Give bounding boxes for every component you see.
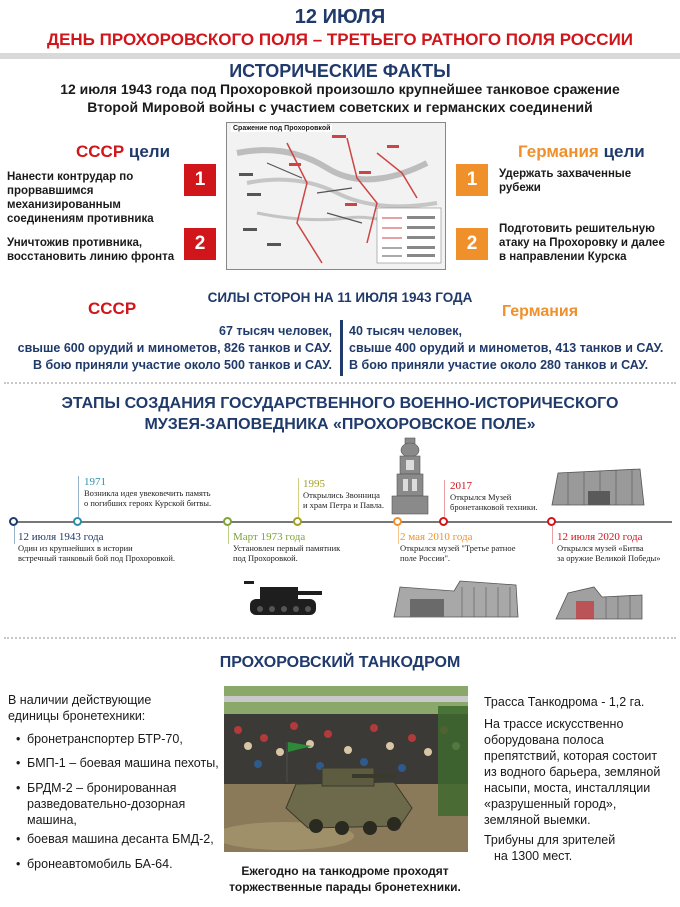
vehicle-list-item [16,780,226,828]
germany-goals-title [518,142,645,162]
timeline-event-line: бронетанковой техники. [450,502,538,512]
vehicle-list-item [16,856,226,872]
ussr-goal-1-number: 1 [184,164,216,196]
timeline-connector [444,480,445,517]
photo-caption-line: Ежегодно на танкодроме проходят [241,864,449,878]
germany-goals-country: Германия [518,142,599,161]
header-divider [0,53,680,59]
timeline-marker [9,517,18,526]
timeline-event [18,531,208,563]
timeline-marker [547,517,556,526]
germany-goal-2-line: Подготовить решительную [499,223,655,235]
timeline-event-line: Открылся Музей [450,492,512,502]
obstacles-line: из водного барьера, земляной [484,765,661,779]
timeline-event-line: под Прохоровкой. [233,553,298,563]
germany-goal-2-number: 2 [456,228,488,260]
forces-germany-line: 40 тысяч человек, [349,324,462,338]
forces-germany-text [349,323,680,374]
timeline-connector [298,478,299,517]
timeline-marker [393,517,402,526]
vehicle-list-line: разведовательно-дозорная [27,797,186,811]
timeline-event-date: 1995 [303,478,325,490]
vehicle-list-line: • БРДМ-2 – бронированная [27,781,177,795]
ussr-goal-1-line: прорвавшимся [7,185,94,197]
ussr-goals-word: цели [124,142,171,161]
forces-divider [340,320,343,376]
timeline-event-date: Март 1973 года [233,531,306,543]
tankodrom-photo [224,686,468,852]
timeline-marker [73,517,82,526]
stages-heading-line: МУЗЕЯ-ЗАПОВЕДНИКА «ПРОХОРОВСКОЕ ПОЛЕ» [144,416,536,433]
timeline-event-date: 2 мая 2010 года [400,531,473,543]
stands-line: Трибуны для зрителей [484,833,616,847]
ussr-goal-2-number: 2 [184,228,216,260]
timeline-event-line: поле России". [400,553,451,563]
obstacles-line: земляной выемки. [484,813,591,827]
obstacles-text [484,716,678,828]
stages-heading-line: ЭТАПЫ СОЗДАНИЯ ГОСУДАРСТВЕННОГО ВОЕННО-ИСТОРИЧЕСКОГО [61,395,619,412]
ussr-goal-2-line: восстановить линию фронта [7,251,175,263]
vehicle-list-item [16,731,226,747]
vehicle-list-line: • БМП-1 – боевая машина пехоты, [27,756,219,770]
belfry-illustration [388,436,432,516]
forces-ussr-line: свыше 600 орудий и минометов, 826 танков и САУ. [17,341,332,355]
timeline-connector [552,526,553,544]
stages-heading [0,393,680,435]
germany-goal-2-line: в направлении Курска [499,251,627,263]
forces-heading: СИЛЫ СТОРОН НА 11 ИЮЛЯ 1943 ГОДА [207,290,473,305]
timeline-event-line: Один из крупнейших в истории [18,543,133,553]
ussr-goal-1-line: механизированным [7,199,121,211]
timeline-event-date: 12 июля 2020 года [557,531,643,543]
parade-photo-illustration [224,686,468,852]
obstacles-line: На трассе искусственно [484,717,624,731]
tankodrom-heading: ПРОХОРОВСКИЙ ТАНКОДРОМ [219,654,461,671]
timeline-event [233,531,363,563]
timeline-line [12,521,672,523]
obstacles-line: препятствий, которая состоит [484,749,658,763]
germany-goal-1-line: рубежи [499,182,541,194]
museum-building-illustration [392,573,520,623]
timeline-marker [223,517,232,526]
tank-monument-illustration [242,573,324,619]
ussr-goal-2-line: Уничтожив противника, [7,237,143,249]
germany-goal-2-line: атаку на Прохоровку и далее [499,237,665,249]
forces-germany-line: свыше 400 орудий и минометов, 413 танков и САУ. [349,341,664,355]
battle-map [226,122,446,270]
timeline-event-line: Открылся музей "Третье ратное [400,543,516,553]
obstacles-line: насыпи, моста, инсталляции [484,781,651,795]
germany-goals-word: цели [598,142,645,161]
vehicle-list-line: машина, [27,813,77,827]
timeline-connector [398,526,399,544]
obstacles-line: «разрушенный город», [484,797,617,811]
tankodrom-intro [8,692,218,724]
page-title: 12 ИЮЛЯ [294,6,386,28]
germany-goal-1-line: Удержать захваченные [499,168,632,180]
vehicle-list-line: • бронеавтомобиль БА-64. [27,857,173,871]
timeline-event [450,480,560,512]
timeline-event-line: Установлен первый памятник [233,543,341,553]
forces-ussr-text [0,323,332,374]
timeline-event-line: и храм Петра и Павла. [303,500,384,510]
timeline-connector [78,476,79,517]
battle-map-drawing [227,123,446,270]
timeline-event [400,531,540,563]
timeline-event-date: 1971 [84,476,106,488]
facts-line-1: 12 июля 1943 года под Прохоровкой произошло крупнейшее танковое сражение [60,81,620,97]
ussr-goal-1-line: соединениям противника [7,213,154,225]
germany-goal-1-text [499,167,674,195]
forces-germany-label: Германия [502,303,579,320]
vehicle-list-item [16,755,226,771]
forces-ussr-label: СССР [88,299,137,318]
vehicle-list-line: • бронетранспортер БТР-70, [27,732,183,746]
page-subtitle: ДЕНЬ ПРОХОРОВСКОГО ПОЛЯ – ТРЕТЬЕГО РАТНОГО ПОЛЯ РОССИИ [46,30,634,49]
timeline-event [84,476,224,508]
timeline-connector [228,526,229,544]
timeline-event-line: встречный танковый бой под Прохоровкой. [18,553,176,563]
timeline-event-date: 2017 [450,480,472,492]
vehicle-list-line: • боевая машина десанта БМД-2, [27,832,214,846]
forces-germany-line: В бою приняли участие около 280 танков и САУ. [349,358,649,372]
ussr-goals-country: СССР [76,142,125,161]
ussr-goal-1-line: Нанести контрудар по [7,171,134,183]
timeline-event-date: 12 июля 1943 года [18,531,104,543]
tankodrom-intro-line: единицы бронетехники: [8,709,146,723]
track-area: Трасса Танкодрома - 1,2 га. [484,695,645,709]
obstacles-line: оборудована полоса [484,733,604,747]
vehicle-list-item [16,831,226,847]
timeline-marker [293,517,302,526]
timeline-event-line: Возникла идея увековечить память [84,488,211,498]
section-divider [4,637,676,639]
forces-ussr-line: 67 тысяч человек, [219,324,332,338]
victory-museum-illustration [554,583,644,623]
forces-ussr-line: В бою приняли участие около 500 танков и САУ. [32,358,332,372]
germany-goal-1-number: 1 [456,164,488,196]
ussr-goal-1-text [7,170,182,226]
facts-line-2: Второй Мировой войны с участием советских и германских соединений [87,99,593,115]
ussr-goals-title [76,142,170,162]
photo-caption-line: торжественные парады бронетехники. [229,880,461,894]
section-divider [4,382,676,384]
tankodrom-intro-line: В наличии действующие [8,693,152,707]
facts-heading: ИСТОРИЧЕСКИЕ ФАКТЫ [229,61,451,81]
timeline-marker [439,517,448,526]
timeline-connector [14,526,15,544]
battle-map-title: Сражение под Прохоровкой [233,125,331,132]
ussr-goal-2-text [7,236,187,264]
stands-text [484,832,674,864]
armor-museum-illustration [548,465,648,510]
timeline-event-line: за оружие Великой Победы» [557,553,661,563]
timeline-event [557,531,677,563]
stands-line: на 1300 мест. [494,849,573,863]
germany-goal-2-text [499,222,679,264]
timeline-event-line: о погибших героях Курской битвы. [84,498,212,508]
timeline-event-line: Открылись Звонница [303,490,380,500]
timeline-event-line: Открылся музей «Битва [557,543,644,553]
